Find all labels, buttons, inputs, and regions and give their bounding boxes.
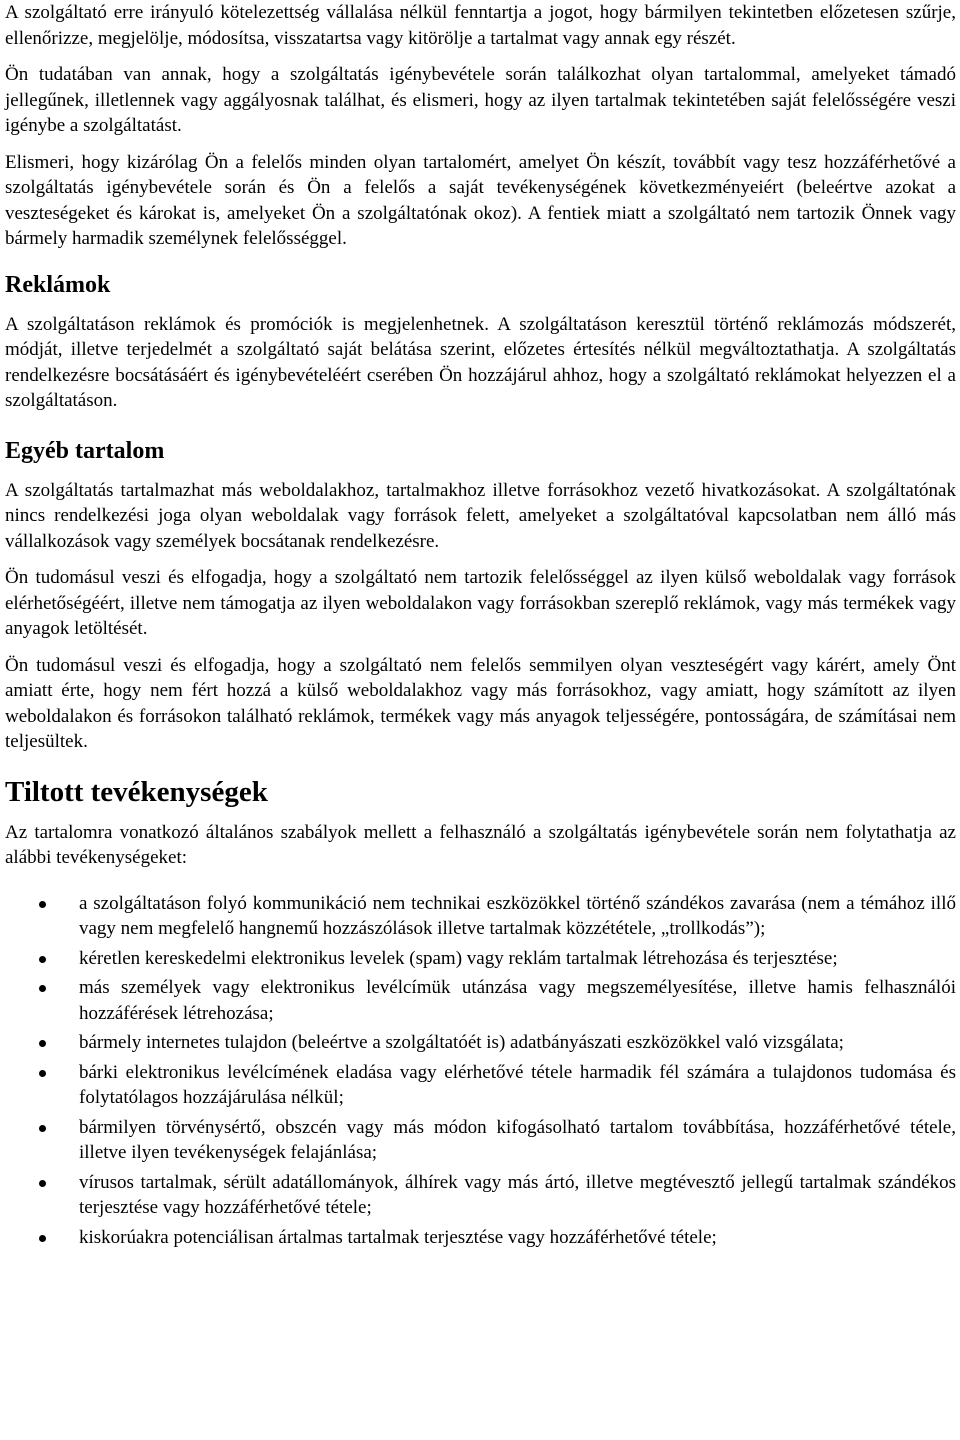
paragraph-user-responsibility: Elismeri, hogy kizárólag Ön a felelős minden olyan tartalomért, amelyet Ön készít, továbbít vagy tesz hozzáférhetővé a szolgáltatás igénybevétele során és Ön a felelős a saját tevékenységének következményeiért (beleértve azokat a veszteségeket és károkat is, amelyeket Ön a szolgáltatónak okoz). A fentiek miatt a szolgáltató nem tartozik Önnek vagy bármely harmadik személynek felelősséggel.	[5, 151, 956, 249]
list-item-text: a szolgáltatáson folyó kommunikáció nem technikai eszközökkel történő szándékos zavarása (nem a témához illő vagy nem megfelelő hangnemű hozzászólások illetve tartalmak közzététele, „trollkodás”);	[79, 892, 956, 939]
paragraph-offensive-content: Ön tudatában van annak, hogy a szolgáltatás igénybevétele során találkozhat olyan tartalommal, amelyeket támadó jellegűnek, illetlennek vagy aggályosnak találhat, és elismeri, hogy az ilyen tartalmak tekintetében saját felelősségére veszi igénybe a szolgáltatást.	[5, 64, 956, 136]
paragraph-external-loss: Ön tudomásul veszi és elfogadja, hogy a szolgáltató nem felelős semmilyen olyan veszteségért vagy kárért, amely Önt amiatt érte, hogy nem fért hozzá a külső weboldalakhoz vagy más forrásokhoz, vagy amiatt, hogy számított az ilyen weboldalakon és forrásokon található reklámok, termékek vagy más anyagok teljességére, pontosságára, de számításai nem teljesültek.	[5, 654, 956, 752]
bullet-icon	[39, 901, 46, 908]
list-item-text: más személyek vagy elektronikus levélcímük utánzása vagy megszemélyesítése, illetve hamis felhasználói hozzáférések létrehozása;	[79, 977, 956, 1024]
list-item-text: bármely internetes tulajdon (beleértve a szolgáltatóét is) adatbányászati eszközökkel való vizsgálata;	[79, 1032, 844, 1053]
bullet-icon	[39, 1235, 46, 1242]
heading-egyeb-tartalom: Egyéb tartalom	[5, 437, 165, 464]
bullet-icon	[39, 1040, 46, 1047]
list-item	[79, 975, 956, 1026]
paragraph-prohibited-intro: Az tartalomra vonatkozó általános szabályok mellett a felhasználó a szolgáltatás igénybevétele során nem folytathatja az alábbi tevékenységeket:	[5, 821, 956, 868]
list-item-text: bármilyen törvénysértő, obszcén vagy más módon kifogásolható tartalom továbbítása, hozzáférhetővé tétele, illetve ilyen tevékenységek felajánlása;	[79, 1116, 956, 1163]
list-item-text: vírusos tartalmak, sérült adatállományok, álhírek vagy más ártó, illetve megtévesztő jellegű tartalmak szándékos terjesztése vagy hozzáférhetővé tétele;	[79, 1171, 956, 1218]
list-item	[79, 1115, 956, 1166]
list-item-text: kiskorúakra potenciálisan ártalmas tartalmak terjesztése vagy hozzáférhetővé tétele;	[79, 1226, 717, 1248]
paragraph-external-links: A szolgáltatás tartalmazhat más weboldalakhoz, tartalmakhoz illetve forrásokhoz vezető hivatkozásokat. A szolgáltatónak nincs rendelkezési joga olyan weboldalak vagy források felett, amelyeket a szolgáltatóval kapcsolatban nem álló más vállalkozások vagy személyek bocsátanak rendelkezésre.	[5, 479, 956, 552]
list-item	[79, 946, 956, 972]
bullet-icon	[39, 985, 46, 992]
prohibited-activities-list	[5, 891, 956, 1251]
heading-tiltott-tevekenysegek: Tiltott tevékenységek	[5, 775, 268, 808]
paragraph-content-rights: A szolgáltató erre irányuló kötelezettség vállalása nélkül fenntartja a jogot, hogy bármilyen tekintetben előzetesen szűrje, ellenőrizze, megjelölje, módosítsa, visszatartsa vagy kitörölje a tartalmat vagy annak egy részét.	[5, 2, 956, 49]
list-item	[79, 1170, 956, 1221]
list-item	[79, 891, 956, 942]
heading-reklamok: Reklámok	[5, 271, 111, 298]
list-item-text: kéretlen kereskedelmi elektronikus levelek (spam) vagy reklám tartalmak létrehozása és terjesztése;	[79, 947, 838, 969]
paragraph-external-availability: Ön tudomásul veszi és elfogadja, hogy a szolgáltató nem tartozik felelősséggel az ilyen külső weboldalak vagy források elérhetőségéért, illetve nem támogatja az ilyen weboldalakon vagy forrásokban szereplő reklámok, vagy más termékek vagy anyagok letöltését.	[5, 567, 956, 639]
list-item	[79, 1060, 956, 1111]
list-item-text: bárki elektronikus levélcímének eladása vagy elérhetővé tétele harmadik fél számára a tulajdonos tudomása és folytatólagos hozzájárulása nélkül;	[79, 1061, 956, 1108]
list-item	[79, 1225, 956, 1251]
bullet-icon	[39, 1125, 46, 1132]
bullet-icon	[39, 956, 46, 963]
list-item	[79, 1030, 956, 1056]
bullet-icon	[39, 1070, 46, 1077]
paragraph-reklamok: A szolgáltatáson reklámok és promóciók is megjelenhetnek. A szolgáltatáson keresztül történő reklámozás módszerét, módját, illetve terjedelmét a szolgáltató saját belátása szerint, előzetes értesítés nélkül megváltoztathatja. A szolgáltatás rendelkezésre bocsátásáért és igénybevételéért cserében Ön hozzájárul ahhoz, hogy a szolgáltató reklámokat helyezzen el a szolgáltatáson.	[5, 313, 956, 411]
bullet-icon	[39, 1180, 46, 1187]
